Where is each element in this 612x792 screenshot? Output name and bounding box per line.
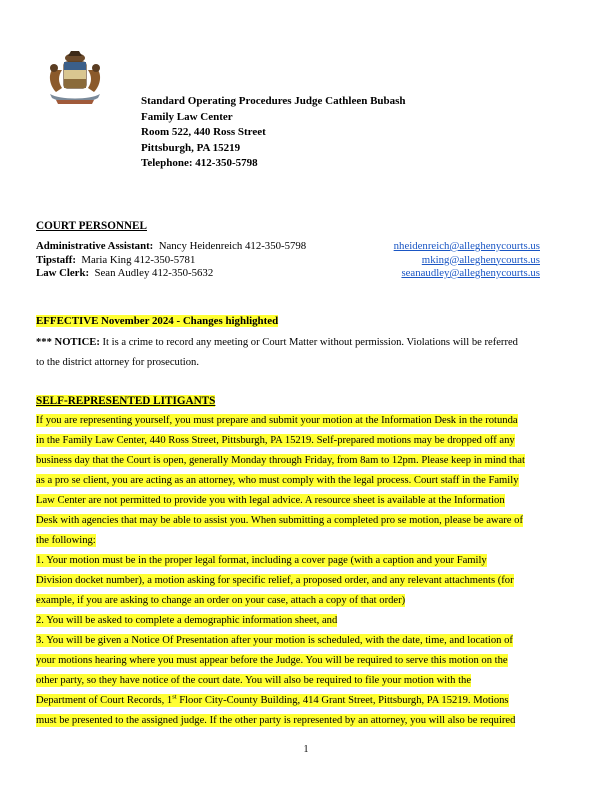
header-room: Room 522, 440 Ross Street [141, 126, 266, 138]
effective-highlight: EFFECTIVE November 2024 - Changes highlighted [36, 315, 279, 327]
paragraph-line [36, 711, 578, 731]
self-represented-paragraph [36, 411, 578, 731]
paragraph-line-text: Law Center are not permitted to provide you with legal advice. A resource sheet is available at the Information [36, 495, 505, 506]
court-personnel-heading: COURT PERSONNEL [36, 220, 147, 232]
paragraph-line-text: Desk with agencies that may be able to assist you. When submitting a completed pro se motion, please be aware of [36, 515, 523, 526]
email-link[interactable]: mking@alleghenycourts.us [421, 253, 540, 266]
paragraph-line-text: Division docket number), a motion asking for specific relief, a proposed order, and any relevant attachments (for [36, 575, 514, 586]
court-records-text-continued: Floor City-County Building, 414 Grant Street, Pittsburgh, PA 15219. Motions [176, 695, 509, 706]
paragraph-line-text: in the Family Law Center, 440 Ross Street, Pittsburgh, PA 15219. Self-prepared motions may be dropped off any [36, 435, 515, 446]
pennsylvania-seal-icon [44, 48, 106, 110]
header-title: Standard Operating Procedures Judge Cathleen Bubash [141, 95, 406, 107]
paragraph-line [36, 651, 578, 671]
paragraph-line-text: 2. You will be asked to complete a demographic information sheet, and [36, 615, 338, 626]
paragraph-line [36, 431, 578, 451]
paragraph-line [36, 531, 578, 551]
paragraph-line-text [36, 694, 509, 707]
notice-text: It is a crime to record any meeting or Court Matter without permission. Violations will be referred [102, 337, 518, 348]
effective-date-notice [36, 315, 278, 328]
paragraph-line-text: other party, so they have notice of the court date. You will also be required to file your motion with the [36, 675, 472, 686]
recording-notice [36, 333, 578, 373]
paragraph-line [36, 691, 578, 711]
page-number: 1 [303, 744, 309, 755]
paragraph-line [36, 511, 578, 531]
personnel-role: Administrative Assistant: [36, 240, 154, 252]
paragraph-line-text: If you are representing yourself, you must prepare and submit your motion at the Information Desk in the rotunda [36, 415, 518, 426]
email-link[interactable]: seanaudley@alleghenycourts.us [401, 267, 540, 279]
paragraph-line-text: 3. You will be given a Notice Of Presentation after your motion is scheduled, with the date, time, and location of [36, 635, 513, 646]
personnel-role: Tipstaff: [36, 253, 76, 266]
paragraph-line-text: 1. Your motion must be in the proper legal format, including a cover page (with a caption and your Family [36, 555, 487, 566]
self-represented-heading [36, 395, 215, 407]
paragraph-line [36, 571, 578, 591]
personnel-detail: Sean Audley 412-350-5632 [94, 267, 214, 279]
paragraph-line [36, 411, 578, 431]
paragraph-line-text: the following: [36, 535, 96, 546]
header-building: Family Law Center [141, 110, 233, 123]
header-city: Pittsburgh, PA 15219 [141, 141, 241, 154]
email-link[interactable]: nheidenreich@alleghenycourts.us [393, 240, 540, 252]
paragraph-line [36, 471, 578, 491]
court-records-text: Department of Court Records, 1 [36, 695, 173, 706]
paragraph-line-text: as a pro se client, you are acting as an attorney, who must comply with the legal process. Court staff in the Family [36, 475, 519, 486]
paragraph-line [36, 671, 578, 691]
personnel-row-admin [36, 240, 540, 254]
header-address-block [141, 94, 406, 172]
paragraph-line-text: example, if you are asking to change an order on your case, attach a copy of that order) [36, 595, 406, 606]
paragraph-line-text: business day that the Court is open, generally Monday through Friday, from 8am to 12pm. Please keep in mind that [36, 455, 525, 466]
court-personnel-list [36, 240, 540, 281]
paragraph-line [36, 551, 578, 571]
personnel-role: Law Clerk: [36, 267, 90, 279]
paragraph-line [36, 451, 578, 471]
personnel-detail: Nancy Heidenreich 412-350-5798 [158, 240, 307, 252]
paragraph-line-text: must be presented to the assigned judge. If the other party is represented by an attorney, you will also be required [36, 715, 516, 726]
header-telephone: Telephone: 412-350-5798 [141, 157, 258, 169]
paragraph-line [36, 611, 578, 631]
personnel-row-tipstaff [36, 254, 540, 268]
notice-label: *** NOTICE: [36, 337, 100, 348]
paragraph-line [36, 491, 578, 511]
paragraph-line [36, 591, 578, 611]
personnel-detail: Maria King 412-350-5781 [81, 253, 196, 266]
personnel-row-law-clerk [36, 267, 540, 281]
paragraph-line [36, 631, 578, 651]
paragraph-line-text: your motions hearing where you must appear before the Judge. You will be required to serve this motion on the [36, 655, 508, 666]
self-represented-heading-text: SELF-REPRESENTED LITIGANTS [36, 395, 216, 407]
ordinal-superscript: st [172, 693, 177, 701]
notice-text-continued: to the district attorney for prosecution. [36, 357, 199, 368]
